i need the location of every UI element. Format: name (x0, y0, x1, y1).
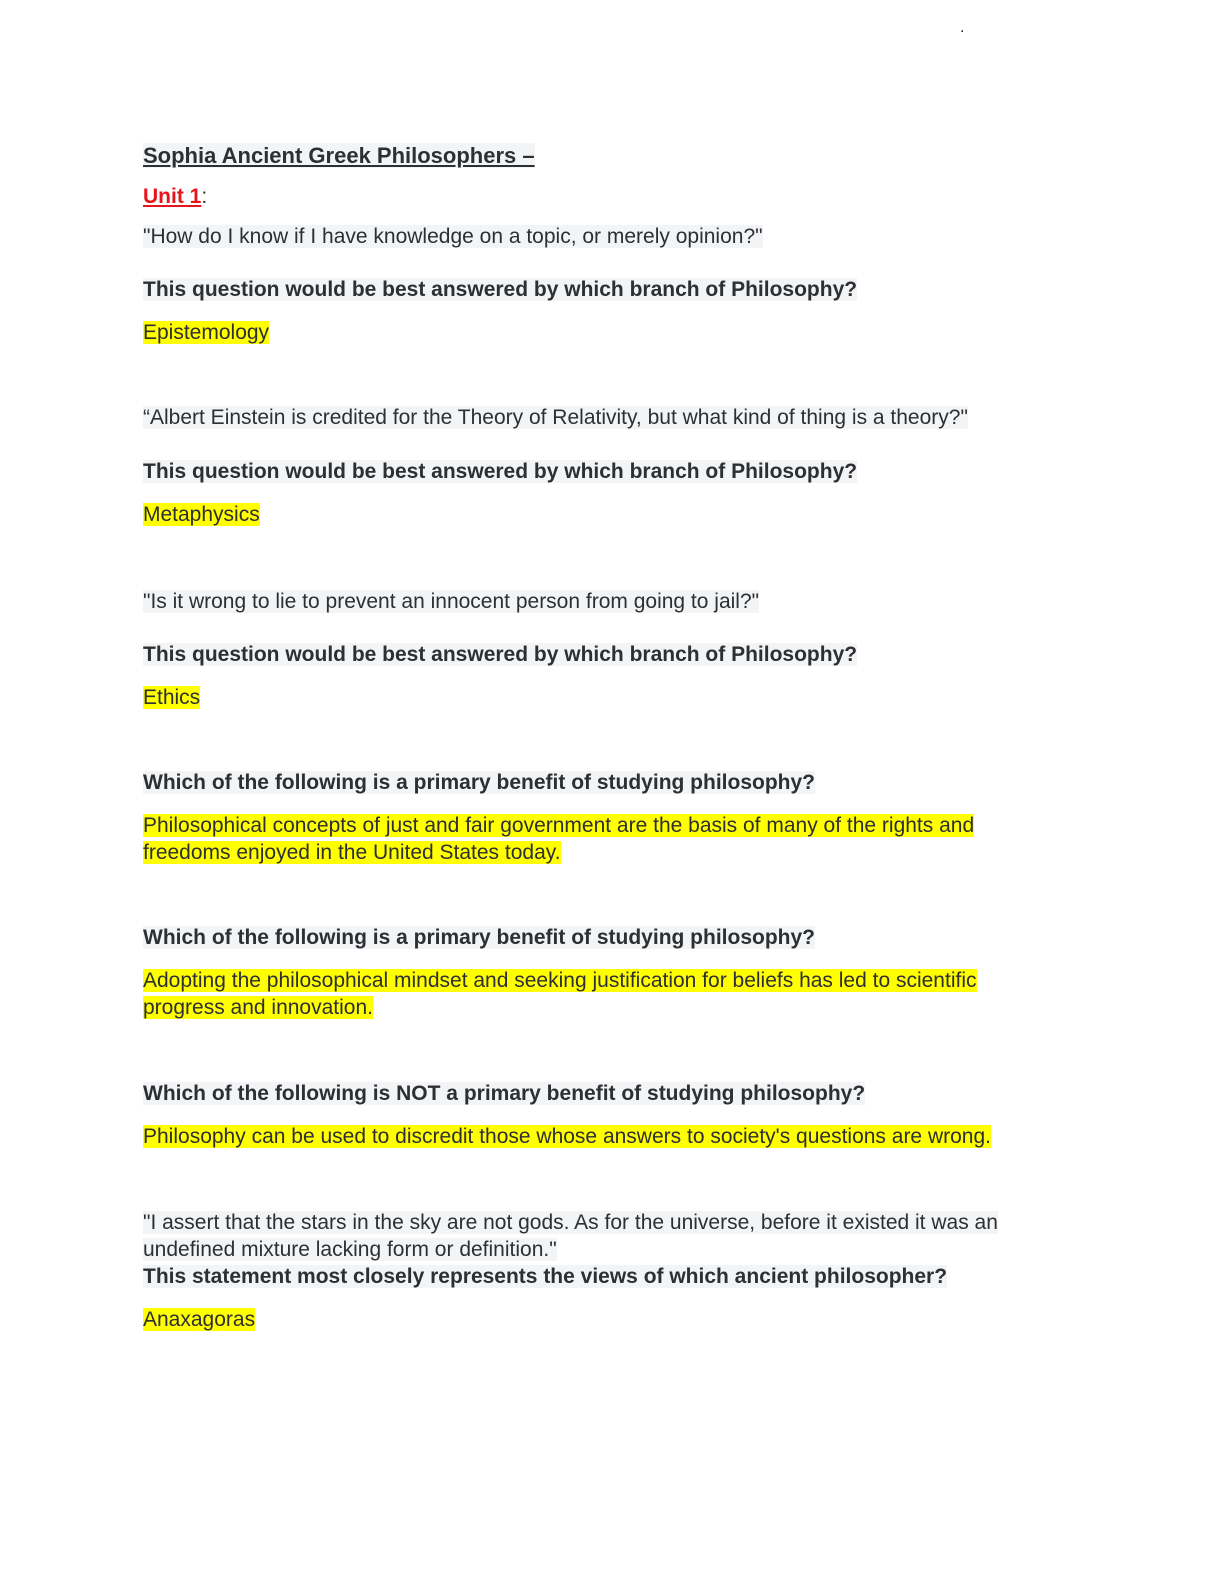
q1-answer-text: Epistemology (143, 321, 270, 344)
q2-answer-text: Metaphysics (143, 503, 260, 526)
q4-question-text: Which of the following is a primary benefit of studying philosophy? (143, 771, 815, 794)
q4-answer-line2: freedoms enjoyed in the United States today. (143, 841, 561, 864)
q4-question (143, 769, 1043, 796)
q5-question (143, 924, 1043, 951)
q7-prompt-line2: undefined mixture lacking form or definition." (143, 1238, 557, 1261)
q2-prompt (143, 404, 1043, 431)
page-dot: . (960, 19, 965, 36)
document-title-text: Sophia Ancient Greek Philosophers – (143, 143, 535, 168)
q1-question-text: This question would be best answered by which branch of Philosophy? (143, 278, 858, 301)
q3-prompt-text: "Is it wrong to lie to prevent an innocent person from going to jail?" (143, 590, 760, 613)
unit-heading (143, 183, 1043, 210)
q2-question (143, 458, 1043, 485)
q7-question (143, 1263, 1043, 1290)
q6-answer-text: Philosophy can be used to discredit those whose answers to society's questions are wrong. (143, 1125, 991, 1148)
q1-question (143, 276, 1043, 303)
unit-label: Unit 1 (143, 185, 202, 208)
q1-answer (143, 319, 1043, 346)
q1-prompt-text: "How do I know if I have knowledge on a topic, or merely opinion?" (143, 225, 763, 248)
q4-answer-line1: Philosophical concepts of just and fair government are the basis of many of the rights and (143, 814, 975, 837)
document-body (143, 141, 1043, 1333)
q6-question (143, 1080, 1043, 1107)
unit-colon: : (201, 185, 208, 208)
q5-answer-line1: Adopting the philosophical mindset and seeking justification for beliefs has led to scientific (143, 969, 977, 992)
q5-question-text: Which of the following is a primary benefit of studying philosophy? (143, 926, 815, 949)
q2-answer (143, 501, 1043, 528)
q2-question-text: This question would be best answered by which branch of Philosophy? (143, 460, 858, 483)
q1-prompt (143, 223, 1043, 250)
q3-answer-text: Ethics (143, 686, 201, 709)
q4-answer (143, 812, 1043, 866)
q7-answer (143, 1306, 1043, 1333)
q7-answer-text: Anaxagoras (143, 1308, 256, 1331)
q6-question-text: Which of the following is NOT a primary benefit of studying philosophy? (143, 1082, 866, 1105)
q3-question-text: This question would be best answered by which branch of Philosophy? (143, 643, 858, 666)
q7-prompt-line1: "I assert that the stars in the sky are not gods. As for the universe, before it existed it was an (143, 1211, 998, 1234)
q3-question (143, 641, 1043, 668)
q5-answer (143, 967, 1043, 1021)
document-title (143, 141, 1043, 171)
q7-question-text: This statement most closely represents the views of which ancient philosopher? (143, 1265, 948, 1288)
q5-answer-line2: progress and innovation. (143, 996, 373, 1019)
q7-prompt (143, 1209, 1043, 1263)
q2-prompt-text: “Albert Einstein is credited for the Theory of Relativity, but what kind of thing is a theory?" (143, 406, 968, 429)
q3-prompt (143, 588, 1043, 615)
q3-answer (143, 684, 1043, 711)
q6-answer (143, 1123, 1043, 1150)
